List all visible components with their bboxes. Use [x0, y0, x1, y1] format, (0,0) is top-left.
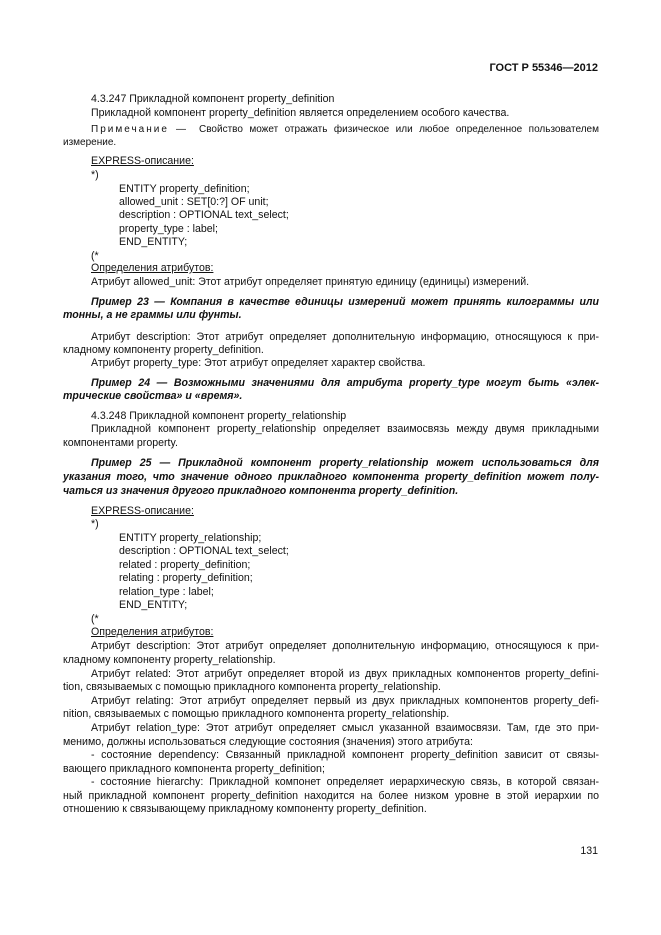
note-dash: —	[176, 124, 186, 135]
express-close-248: (*	[91, 613, 99, 625]
code-line: relation_type : label;	[119, 586, 214, 598]
express-label-248: EXPRESS-описание:	[91, 505, 194, 517]
state-dependency-line2: вающего прикладного компонента property_definition;	[63, 763, 325, 775]
attr-allowed-unit: Атрибут allowed_unit: Этот атрибут определяет принятую единицу (единицы) измерений.	[91, 276, 530, 288]
code-line: relating : property_definition;	[119, 572, 253, 584]
state-hierarchy-line3: отношению к связывающему прикладному компоненту property_definition.	[63, 803, 427, 815]
state-hierarchy-line1: - состояние hierarchy: Прикладной компонет определяет иерархическую связь, в которой связан-	[91, 776, 599, 788]
express-close-247: (*	[91, 250, 99, 262]
code-line: END_ENTITY;	[119, 236, 188, 248]
attr-relation-type-line2: менимо, должны использоваться следующие состояния (значения) этого атрибута:	[63, 736, 473, 748]
code-line: description : OPTIONAL text_select;	[119, 209, 289, 221]
example-23-line1: Пример 23 — Компания в качестве единицы измерений может принять килограммы или	[91, 296, 599, 308]
attributes-label-247: Определения атрибутов:	[91, 262, 214, 274]
attr-related-line1: Атрибут related: Этот атрибут определяет второй из двух прикладных компонентов property_defini-	[91, 668, 599, 680]
state-hierarchy-line2: ный прикладной компонент property_definition находится на более низком уровне в этой иерархии по	[63, 790, 599, 802]
attr-relating-line1: Атрибут relating: Этот атрибут определяет первый из двух прикладных компонентов property_defi-	[91, 695, 599, 707]
page-number: 131	[580, 845, 598, 857]
code-line: END_ENTITY;	[119, 599, 188, 611]
attr-description-line2: кладному компоненту property_definition.	[63, 344, 264, 356]
example-24-line2: трические свойства» и «время».	[63, 390, 243, 402]
section-heading-248: 4.3.248 Прикладной компонент property_relationship	[91, 410, 347, 422]
example-25-line2: указания того, что значение одного прикладного компонента property_definition может полу-	[63, 471, 599, 483]
attr-relation-type-line1: Атрибут relation_type: Этот атрибут определяет смысл указанной взаимосвязи. Там, где это при-	[91, 722, 599, 734]
state-dependency-line1: - состояние dependency: Связанный прикладной компонент property_definition зависит от связы-	[91, 749, 599, 761]
section-intro-248-line1: Прикладной компонент property_relationship определяет взаимосвязь между двумя прикладными	[91, 423, 599, 435]
note-label: Примечание	[91, 124, 169, 135]
attr-property-type: Атрибут property_type: Этот атрибут определяет характер свойства.	[91, 357, 426, 369]
attr-description-248-line1: Атрибут description: Этот атрибут определяет дополнительную информацию, относящуюся к при-	[91, 640, 599, 652]
code-line: allowed_unit : SET[0:?] OF unit;	[119, 196, 269, 208]
example-23-line2: тонны, а не граммы или фунты.	[63, 309, 242, 321]
note-text-line1: Свойство может отражать физическое или любое определенное пользователем	[199, 124, 599, 135]
section-intro-248-line2: компонентами property.	[63, 437, 178, 449]
attr-related-line2: tion, связываемых с помощью прикладного компонента property_relationship.	[63, 681, 441, 693]
express-open-247: *)	[91, 169, 99, 181]
section-heading-247: 4.3.247 Прикладной компонент property_definition	[91, 93, 335, 105]
code-line: ENTITY property_relationship;	[119, 532, 262, 544]
note-text-line2: измерение.	[63, 137, 117, 148]
document-code: ГОСТ Р 55346—2012	[489, 62, 598, 74]
express-label-247: EXPRESS-описание:	[91, 155, 194, 167]
code-line: description : OPTIONAL text_select;	[119, 545, 289, 557]
code-line: related : property_definition;	[119, 559, 251, 571]
attributes-label-248: Определения атрибутов:	[91, 626, 214, 638]
attr-relating-line2: nition, связываемых с помощью прикладного компонента property_relationship.	[63, 708, 450, 720]
example-25-line1: Пример 25 — Прикладной компонент property_relationship может использоваться для	[91, 457, 599, 469]
code-line: property_type : label;	[119, 223, 218, 235]
section-intro-247: Прикладной компонент property_definition является определением особого качества.	[91, 107, 510, 119]
attr-description-248-line2: кладному компоненту property_relationship.	[63, 654, 276, 666]
example-24-line1: Пример 24 — Возможными значениями для атрибута property_type могут быть «элек-	[91, 377, 599, 389]
attr-description-line1: Атрибут description: Этот атрибут определяет дополнительную информацию, относящуюся к при-	[91, 331, 599, 343]
code-line: ENTITY property_definition;	[119, 183, 250, 195]
example-25-line3: чаться из значения другого прикладного компонента property_definition.	[63, 485, 459, 497]
express-open-248: *)	[91, 518, 99, 530]
